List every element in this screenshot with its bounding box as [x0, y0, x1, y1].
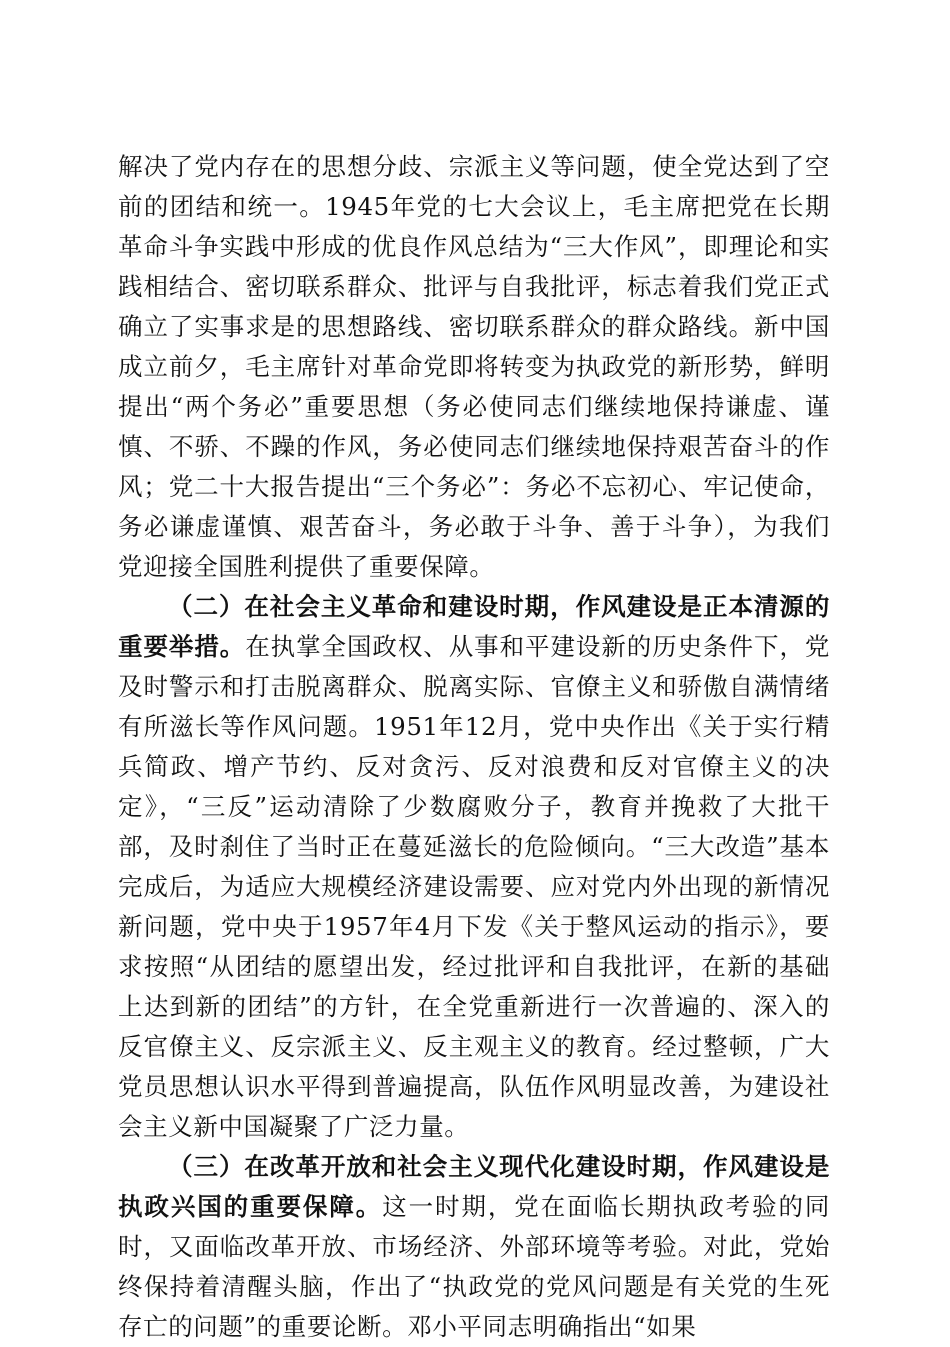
paragraph-1-text: 解决了党内存在的思想分歧、宗派主义等问题，使全党达到了空前的团结和统一。1945年党的七大会议上，毛主席把党在长期革命斗争实践中形成的优良作风总结为“三大作风”，即理论和实践相结合、密切联系群众、批评与自我批评，标志着我们党正式确立了实事求是的思想路线、密切联系群众的群众路线。新中国成立前夕，毛主席针对革命党即将转变为执政党的新形势，鲜明提出“两个务必”重要思想（务必使同志们继续地保持谦虚、谨慎、不骄、不躁的作风，务必使同志们继续地保持艰苦奋斗的作风；党二十大报告提出“三个务必”：务必不忘初心、牢记使命，务必谦虚谨慎、艰苦奋斗，务必敢于斗争、善于斗争），为我们党迎接全国胜利提供了重要保障。 [118, 152, 830, 581]
document-body [118, 147, 830, 1347]
section-3-heading: （三）在改革开放和社会主义现代化建设时期，作风建设是执政兴国的重要保障。 [118, 1152, 830, 1221]
paragraph-3 [118, 1147, 830, 1347]
paragraph-1 [118, 147, 830, 587]
paragraph-3-text: 这一时期，党在面临长期执政考验的同时，又面临改革开放、市场经济、外部环境等考验。对此，党始终保持着清醒头脑，作出了“执政党的党风问题是有关党的生死存亡的问题”的重要论断。邓小平同志明确指出“如果 [118, 1192, 831, 1341]
paragraph-2-text: 在执掌全国政权、从事和平建设新的历史条件下，党及时警示和打击脱离群众、脱离实际、官僚主义和骄傲自满情绪有所滋长等作风问题。1951年12月，党中央作出《关于实行精兵简政、增产节约、反对贪污、反对浪费和反对官僚主义的决定》，“三反”运动清除了少数腐败分子，教育并挽救了大批干部，及时刹住了当时正在蔓延滋长的危险倾向。“三大改造”基本完成后，为适应大规模经济建设需要、应对党内外出现的新情况新问题，党中央于1957年4月下发《关于整风运动的指示》，要求按照“从团结的愿望出发，经过批评和自我批评，在新的基础上达到新的团结”的方针，在全党重新进行一次普遍的、深入的反官僚主义、反宗派主义、反主观主义的教育。经过整顿，广大党员思想认识水平得到普遍提高，队伍作风明显改善，为建设社会主义新中国凝聚了广泛力量。 [118, 632, 830, 1141]
section-2-heading: （二）在社会主义革命和建设时期，作风建设是正本清源的重要举措。 [118, 592, 830, 661]
paragraph-2 [118, 587, 830, 1147]
